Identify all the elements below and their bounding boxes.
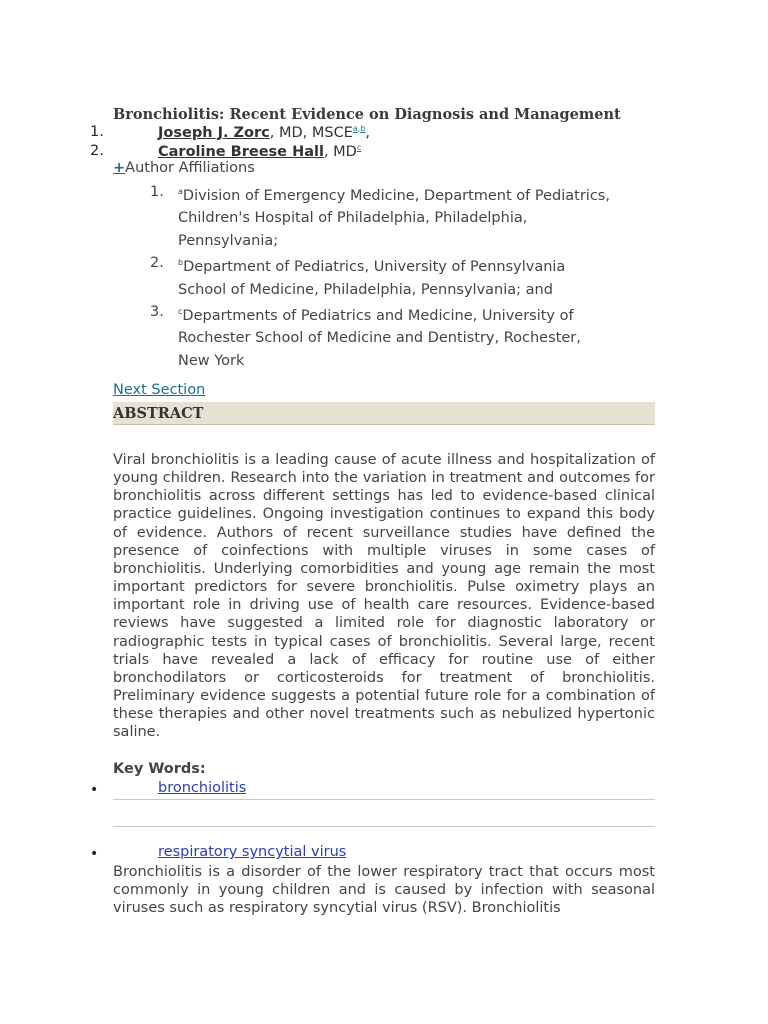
divider — [113, 799, 655, 800]
author-credentials: , MD — [323, 143, 357, 160]
affiliation-mark: b — [178, 258, 184, 268]
affiliations-label: Author Affiliations — [125, 160, 255, 176]
author-number-1: 1. — [90, 124, 104, 140]
affiliation-ref-link[interactable]: a — [352, 124, 358, 133]
affiliation-mark: a — [178, 187, 183, 196]
affiliation-description: Division of Emergency Medicine, Department of Pediatrics, Children's Hospital of Philadelphia, Philadelphia, Pennsylvania; — [178, 187, 610, 249]
author-name-link[interactable]: Joseph J. Zorc — [158, 124, 270, 141]
divider — [113, 826, 655, 827]
author-affiliations-toggle[interactable] — [113, 160, 255, 176]
keyword-bullet: • — [90, 846, 99, 862]
abstract-heading: ABSTRACT — [113, 405, 204, 422]
affiliation-ref-link[interactable]: c — [356, 143, 362, 152]
author-name-link[interactable]: Caroline Breese Hall — [158, 143, 324, 160]
next-section-link[interactable]: Next Section — [113, 382, 206, 398]
abstract-paragraph: Viral bronchiolitis is a leading cause of acute illness and hospitalization of young children. Research into the variation in treatment and outcomes for bronchiolitis across different settings has led to evidence-based clinical practice guidelines. Ongoing investigation continues to expand this body of evidence. Authors of recent surveillance studies have defined the presence of coinfections with multiple viruses in some cases of bronchiolitis. Underlying comorbidities and young age remain the most important predictors for severe bronchiolitis. Pulse oximetry plays an important role in driving use of health care resources. Evidence-based reviews have suggested a limited role for diagnostic laboratory or radiographic tests in typical cases of bronchiolitis. Several large, recent trials have revealed a lack of efficacy for routine use of either bronchodilators or corticosteroids for treatment of bronchiolitis. Preliminary evidence suggests a potential future role for a combination of these therapies and other novel treatments such as nebulized hypertonic saline. — [113, 452, 655, 741]
affiliations-list — [150, 181, 610, 372]
affiliation-item — [150, 181, 610, 252]
affiliation-mark: c — [178, 307, 183, 317]
keyword-bullet: • — [90, 782, 99, 798]
author-suffix: , — [365, 124, 371, 141]
author-line-1: Joseph J. Zorc, MD, MSCE$^{a,b}$, — [158, 124, 371, 141]
keywords-heading: Key Words: — [113, 761, 206, 777]
author-number-2: 2. — [90, 143, 104, 159]
affiliation-number: 1. — [150, 184, 164, 200]
affiliation-text — [178, 301, 610, 372]
keyword-link-bronchiolitis[interactable]: bronchiolitis — [158, 780, 247, 796]
affiliation-text — [178, 181, 610, 252]
affiliation-ref-link[interactable]: b — [360, 124, 366, 133]
body-paragraph: Bronchiolitis is a disorder of the lower respiratory tract that occurs most commonly in young children and is caused by infection with seasonal viruses such as respiratory syncytial virus (RSV). Bronchiolitis — [113, 864, 655, 917]
affiliation-item — [150, 301, 610, 372]
author-line-2 — [158, 143, 361, 160]
affiliation-number: 3. — [150, 304, 164, 321]
affiliation-description: Departments of Pediatrics and Medicine, University of Rochester School of Medicine and Dentistry, Rochester, New York — [178, 307, 581, 369]
affiliation-number: 2. — [150, 255, 164, 272]
author-credentials: , MD, MSCE — [269, 124, 353, 141]
affiliation-item — [150, 252, 610, 301]
keyword-link-rsv[interactable]: respiratory syncytial virus — [158, 844, 347, 860]
expand-plus-icon[interactable]: + — [113, 160, 126, 176]
article-title: Bronchiolitis: Recent Evidence on Diagnosis and Management — [113, 106, 621, 123]
affiliation-description: Department of Pediatrics, University of Pennsylvania School of Medicine, Philadelphia, Pennsylvania; and — [178, 259, 566, 298]
affiliation-text — [178, 252, 610, 301]
